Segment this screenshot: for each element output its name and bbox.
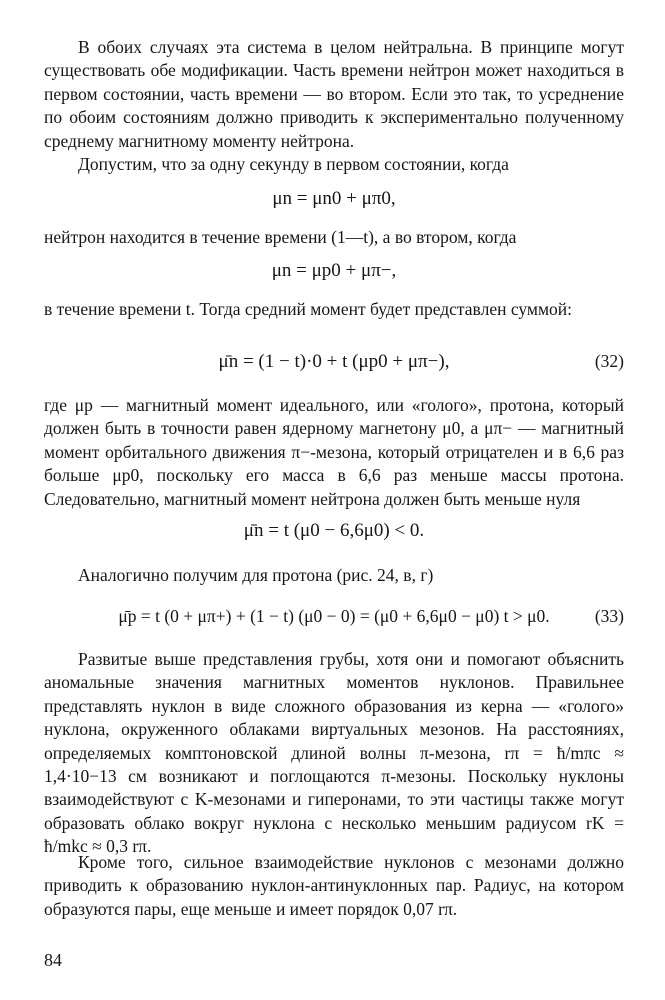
- paragraph-2: Допустим, что за одну секунду в первом состоянии, когда: [78, 154, 509, 174]
- page-number: 84: [44, 950, 62, 970]
- equation-33: [44, 606, 624, 627]
- paragraph-1: В обоих случаях эта система в целом нейтральна. В принципе могут существовать обе модификации. Часть времени нейтрон может находиться в первом состоянии, часть времени — во втором. Если это так, то усреднение по обоим состояниям должно приводить к экспериментально полученному среднему магнитному моменту нейтрона.: [44, 37, 624, 151]
- equation-32-body: μ̄n = (1 − t)·0 + t (μp0 + μπ−),: [218, 351, 450, 372]
- paragraph-4: в течение времени t. Тогда средний момент будет представлен суммой:: [44, 299, 573, 319]
- paragraph-6: Аналогично получим для протона (рис. 24, в, г): [78, 565, 434, 585]
- equation-32: [44, 351, 624, 373]
- paragraph-5: где μp — магнитный момент идеального, или «голого», протона, который должен быть в точности равен ядерному магнетону μ0, а μπ− — магнитный момент орбитального движения π−-мезона, который отрицателен и в 6,6 раз больше μp0, поскольку его масса в 6,6 раз меньше массы протона. Следовательно, магнитный момент нейтрона должен быть меньше нуля: [44, 395, 624, 509]
- equation-number-33: (33): [594, 606, 624, 626]
- equation-33-body: μ̄p = t (0 + μπ+) + (1 − t) (μ0 − 0) = (μ0 + 6,6μ0 − μ0) t > μ0.: [118, 606, 550, 626]
- paragraph-7: Развитые выше представления грубы, хотя они и помогают объяснить аномальные значения магнитных моментов нуклонов. Правильнее представлять нуклон в виде сложного образования из керна — «голого» нуклона, окруженного облаками виртуальных мезонов. На расстояниях, определяемых комптоновской длиной волны π-мезона, rπ = ħ/mπc ≈ 1,4·10−13 см возникают и поглощаются π-мезоны. Поскольку нуклоны взаимодействуют с K-мезонами и гиперонами, то эти частицы также могут образовать облако вокруг нуклона с несколько меньшим радиусом rK = ħ/mkc ≈ 0,3 rπ.: [44, 649, 624, 857]
- paragraph-8: Кроме того, сильное взаимодействие нуклонов с мезонами должно приводить к образованию нуклон-антинуклонных пар. Радиус, на котором образуются пары, еще меньше и имеет порядок 0,07 rπ.: [44, 852, 624, 919]
- equation-neutron-state-1: μn = μn0 + μπ0,: [272, 188, 396, 209]
- equation-number-32: (32): [594, 351, 624, 371]
- equation-neutron-state-2: μn = μp0 + μπ−,: [271, 260, 397, 281]
- equation-neutron-moment: μ̄n = t (μ0 − 6,6μ0) < 0.: [243, 520, 425, 541]
- paragraph-3: нейтрон находится в течение времени (1—t), а во втором, когда: [44, 227, 517, 247]
